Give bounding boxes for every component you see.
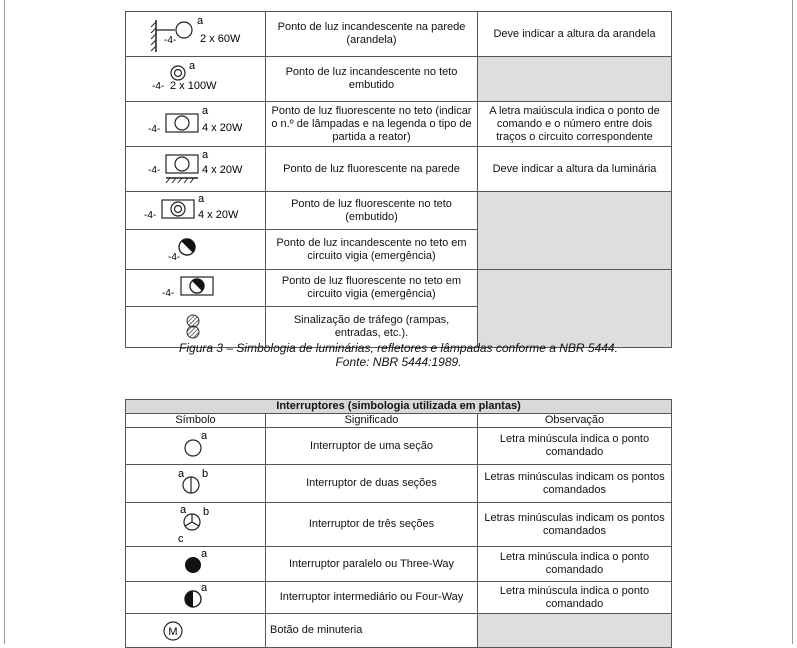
timer-button-symbol-icon [126, 614, 266, 647]
ceiling-embedded-fluorescent-symbol-icon [126, 192, 266, 229]
luminaires-table [125, 11, 672, 348]
symbol-cell [126, 12, 266, 57]
figure-source: Fonte: NBR 5444:1989. [335, 355, 462, 369]
figure-caption: Figura 3 – Simbologia de luminárias, refletores e lâmpadas conforme a NBR 5444. [179, 341, 618, 355]
svg-text:4 x 20W: 4 x 20W [202, 122, 243, 134]
meaning-cell: Ponto de luz incandescente na parede (arandela) [266, 12, 478, 57]
note-cell: A letra maiúscula indica o ponto de comando e o número entre dois traços o circuito correspondente [478, 102, 672, 147]
svg-text:2 x 60W: 2 x 60W [200, 33, 241, 45]
table-row [126, 428, 672, 465]
symbol-cell [126, 428, 266, 465]
meaning-cell: Interruptor paralelo ou Three-Way [266, 547, 478, 582]
wall-incandescent-symbol-icon [126, 12, 266, 56]
svg-text:-4-: -4- [148, 165, 161, 176]
table-row [126, 614, 672, 648]
column-header-meaning: Significado [266, 414, 478, 428]
svg-text:a: a [180, 504, 187, 516]
table-row [126, 547, 672, 582]
table-row [126, 465, 672, 503]
meaning-cell: Ponto de luz incandescente no teto em circuito vigia (emergência) [266, 230, 478, 270]
note-cell [478, 614, 672, 648]
meaning-cell: Interruptor de três seções [266, 503, 478, 547]
svg-text:a: a [198, 193, 205, 205]
column-header-symbol: Símbolo [126, 414, 266, 428]
table-row [126, 57, 672, 102]
svg-text:a: a [201, 548, 208, 560]
svg-text:b: b [203, 506, 210, 518]
note-cell [478, 270, 672, 348]
meaning-cell: Botão de minuteria [266, 614, 478, 648]
symbol-cell [126, 614, 266, 648]
symbol-cell [126, 270, 266, 307]
svg-text:a: a [201, 582, 208, 594]
emergency-incandescent-symbol-icon [126, 230, 266, 269]
meaning-cell: Ponto de luz fluorescente na parede [266, 147, 478, 192]
table-title: Interruptores (simbologia utilizada em plantas) [126, 400, 672, 414]
note-cell: Deve indicar a altura da arandela [478, 12, 672, 57]
ceiling-fluorescent-symbol-icon [126, 102, 266, 146]
symbol-cell [126, 102, 266, 147]
svg-text:a: a [201, 430, 208, 442]
note-cell: Letra minúscula indica o ponto comandado [478, 582, 672, 614]
three-section-switch-symbol-icon [126, 503, 266, 546]
svg-text:a: a [178, 468, 185, 480]
meaning-cell: Ponto de luz fluorescente no teto (embutido) [266, 192, 478, 230]
table-row [126, 582, 672, 614]
two-section-switch-symbol-icon [126, 465, 266, 502]
page-right-edge [792, 0, 793, 644]
symbol-cell [126, 547, 266, 582]
svg-text:-4-: -4- [168, 252, 181, 263]
note-cell: Letra minúscula indica o ponto comandado [478, 428, 672, 465]
symbol-label: a [197, 15, 204, 27]
table-row [126, 12, 672, 57]
svg-text:M: M [168, 626, 178, 638]
page-left-edge [4, 0, 5, 644]
svg-text:a: a [202, 149, 209, 161]
single-switch-symbol-icon [126, 428, 266, 464]
svg-text:a: a [189, 60, 196, 72]
table-row [126, 192, 672, 230]
meaning-cell: Ponto de luz fluorescente no teto (indicar o n.º de lâmpadas e na legenda o tipo de partida a reator) [266, 102, 478, 147]
symbol-cell [126, 465, 266, 503]
meaning-cell: Ponto de luz incandescente no teto embutido [266, 57, 478, 102]
svg-text:-4-: -4- [148, 124, 161, 135]
emergency-fluorescent-symbol-icon [126, 270, 266, 306]
symbol-cell [126, 582, 266, 614]
svg-text:2 x 100W: 2 x 100W [170, 80, 217, 92]
svg-text:a: a [202, 105, 209, 117]
note-cell: Letras minúsculas indicam os pontos comandados [478, 503, 672, 547]
meaning-cell: Ponto de luz fluorescente no teto em circuito vigia (emergência) [266, 270, 478, 307]
note-cell [478, 57, 672, 102]
ceiling-embedded-incandescent-symbol-icon [126, 57, 266, 101]
svg-text:c: c [178, 533, 184, 545]
four-way-switch-symbol-icon [126, 582, 266, 613]
symbol-cell [126, 503, 266, 547]
svg-text:4 x 20W: 4 x 20W [202, 164, 243, 176]
svg-text:-4-: -4- [152, 81, 165, 92]
note-cell: Letra minúscula indica o ponto comandado [478, 547, 672, 582]
symbol-cell [126, 147, 266, 192]
note-cell: Deve indicar a altura da luminária [478, 147, 672, 192]
symbol-cell [126, 57, 266, 102]
symbol-cell [126, 230, 266, 270]
three-way-switch-symbol-icon [126, 547, 266, 581]
switches-table [125, 399, 672, 648]
table-row [126, 270, 672, 307]
note-cell: Letras minúsculas indicam os pontos comandados [478, 465, 672, 503]
table-row [126, 147, 672, 192]
svg-text:4 x 20W: 4 x 20W [198, 209, 239, 221]
meaning-cell: Interruptor intermediário ou Four-Way [266, 582, 478, 614]
svg-text:-4-: -4- [162, 288, 175, 299]
table-row [126, 503, 672, 547]
symbol-cell [126, 192, 266, 230]
meaning-cell: Sinalização de tráfego (rampas, entradas, etc.). [266, 307, 478, 348]
wall-fluorescent-symbol-icon [126, 147, 266, 191]
column-header-note: Observação [478, 414, 672, 428]
svg-text:b: b [202, 468, 209, 480]
meaning-cell: Interruptor de duas seções [266, 465, 478, 503]
svg-text:-4-: -4- [164, 35, 177, 46]
svg-text:-4-: -4- [144, 210, 157, 221]
note-cell [478, 192, 672, 270]
table-row [126, 102, 672, 147]
meaning-cell: Interruptor de uma seção [266, 428, 478, 465]
